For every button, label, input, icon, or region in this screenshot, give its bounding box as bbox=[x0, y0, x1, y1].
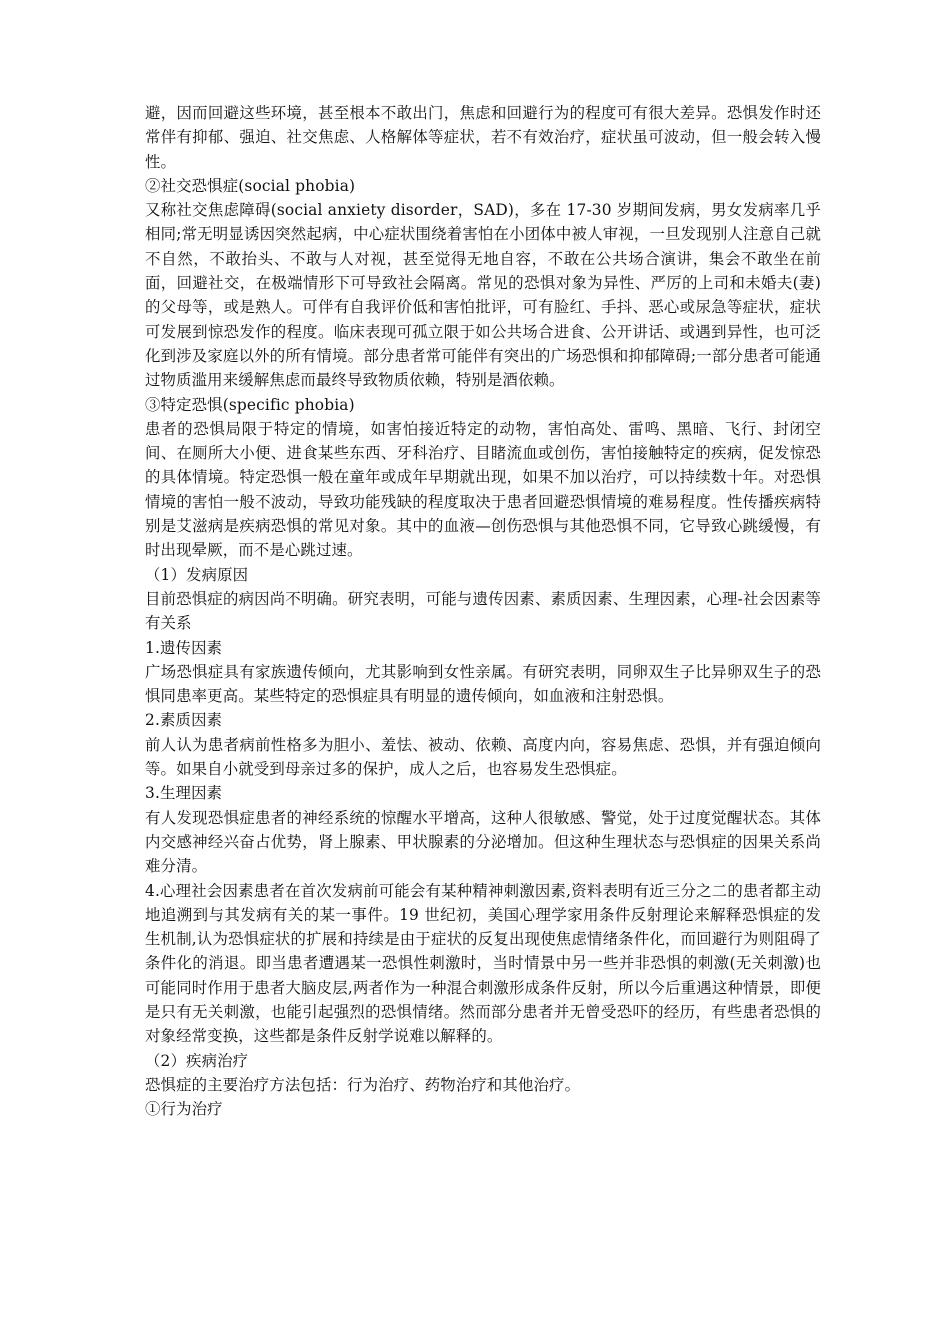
paragraph-treatment-intro: 恐惧症的主要治疗方法包括：行为治疗、药物治疗和其他治疗。 bbox=[145, 1075, 581, 1094]
paragraph-temperament-factors: 前人认为患者病前性格多为胆小、羞怯、被动、依赖、高度内向，容易焦虑、恐惧，并有强迫倾向等。如果自小就受到母亲过多的保护，成人之后，也容易发生恐惧症。 bbox=[145, 735, 821, 779]
paragraph-physiological-factors: 有人发现恐惧症患者的神经系统的惊醒水平增高，这种人很敏感、警觉，处于过度觉醒状态。其体内交感神经兴奋占优势，肾上腺素、甲状腺素的分泌增加。但这种生理状态与恐惧症的因果关系尚难分清。 bbox=[145, 808, 821, 876]
heading-genetic-factors: 1.遗传因素 bbox=[145, 638, 223, 657]
heading-specific-phobia: ③特定恐惧(specific phobia) bbox=[145, 395, 355, 414]
paragraph-psychosocial-factors: 4.心理社会因素患者在首次发病前可能会有某种精神刺激因素,资料表明有近三分之二的患者都主动地追溯到与其发病有关的某一事件。19 世纪初，美国心理学家用条件反射理论来解释恐惧症的发生机制,认为恐惧症状的扩展和持续是由于症状的反复出现使焦虑情绪条件化，而回避行为则阻碍了条件化的消退。即当患者遭遇某一恐惧性刺激时，当时情景中另一些并非恐惧的刺激(无关刺激)也可能同时作用于患者大脑皮层,两者作为一种混合刺激形成条件反射，所以今后重遇这种情景，即便是只有无关刺激，也能引起强烈的恐惧情绪。然而部分患者并无曾受恐吓的经历，有些患者恐惧的对象经常变换，这些都是条件反射学说难以解释的。 bbox=[145, 881, 821, 1046]
paragraph-etiology-intro: 目前恐惧症的病因尚不明确。研究表明，可能与遗传因素、素质因素、生理因素，心理-社会因素等有关系 bbox=[145, 589, 821, 633]
document-body bbox=[145, 101, 821, 1121]
paragraph-specific-phobia: 患者的恐惧局限于特定的情境，如害怕接近特定的动物，害怕高处、雷鸣、黑暗、飞行、封闭空间、在厕所大小便、进食某些东西、牙科治疗、目睹流血或创伤，害怕接触特定的疾病，促发惊恐的具体情境。特定恐惧一般在童年或成年早期就出现，如果不加以治疗，可以持续数十年。对恐惧情境的害怕一般不波动，导致功能残缺的程度取决于患者回避恐惧情境的难易程度。性传播疾病特别是艾滋病是疾病恐惧的常见对象。其中的血液—创伤恐惧与其他恐惧不同，它导致心跳缓慢，有时出现晕厥，而不是心跳过速。 bbox=[145, 419, 821, 560]
paragraph-social-phobia: 又称社交焦虑障碍(social anxiety disorder，SAD)，多在 17-30 岁期间发病，男女发病率几乎相同;常无明显诱因突然起病，中心症状围绕着害怕在小团体中被人审视，一旦发现别人注意自己就不自然，不敢抬头、不敢与人对视，甚至觉得无地自容，不敢在公共场合演讲，集会不敢坐在前面，回避社交，在极端情形下可导致社会隔离。常见的恐惧对象为异性、严厉的上司和未婚夫(妻)的父母等，或是熟人。可伴有自我评价低和害怕批评，可有脸红、手抖、恶心或尿急等症状，症状可发展到惊恐发作的程度。临床表现可孤立限于如公共场合进食、公开讲话、或遇到异性，也可泛化到涉及家庭以外的所有情境。部分患者常可能伴有突出的广场恐惧和抑郁障碍;一部分患者可能通过物质滥用来缓解焦虑而最终导致物质依赖，特别是酒依赖。 bbox=[145, 201, 821, 390]
heading-behavior-therapy: ①行为治疗 bbox=[145, 1100, 223, 1119]
heading-social-phobia: ②社交恐惧症(social phobia) bbox=[145, 176, 356, 195]
paragraph-genetic-factors: 广场恐惧症具有家族遗传倾向，尤其影响到女性亲属。有研究表明，同卵双生子比异卵双生子的恐惧同患率更高。某些特定的恐惧症具有明显的遗传倾向，如血液和注射恐惧。 bbox=[145, 662, 821, 706]
heading-physiological-factors: 3.生理因素 bbox=[145, 784, 223, 803]
paragraph-agoraphobia-continued: 避，因而回避这些环境，甚至根本不敢出门，焦虑和回避行为的程度可有很大差异。恐惧发作时还常伴有抑郁、强迫、社交焦虑、人格解体等症状，若不有效治疗，症状虽可波动，但一般会转入慢性。 bbox=[145, 104, 821, 171]
heading-temperament-factors: 2.素质因素 bbox=[145, 711, 223, 730]
heading-etiology: （1）发病原因 bbox=[145, 565, 249, 584]
heading-treatment: （2）疾病治疗 bbox=[145, 1051, 249, 1070]
